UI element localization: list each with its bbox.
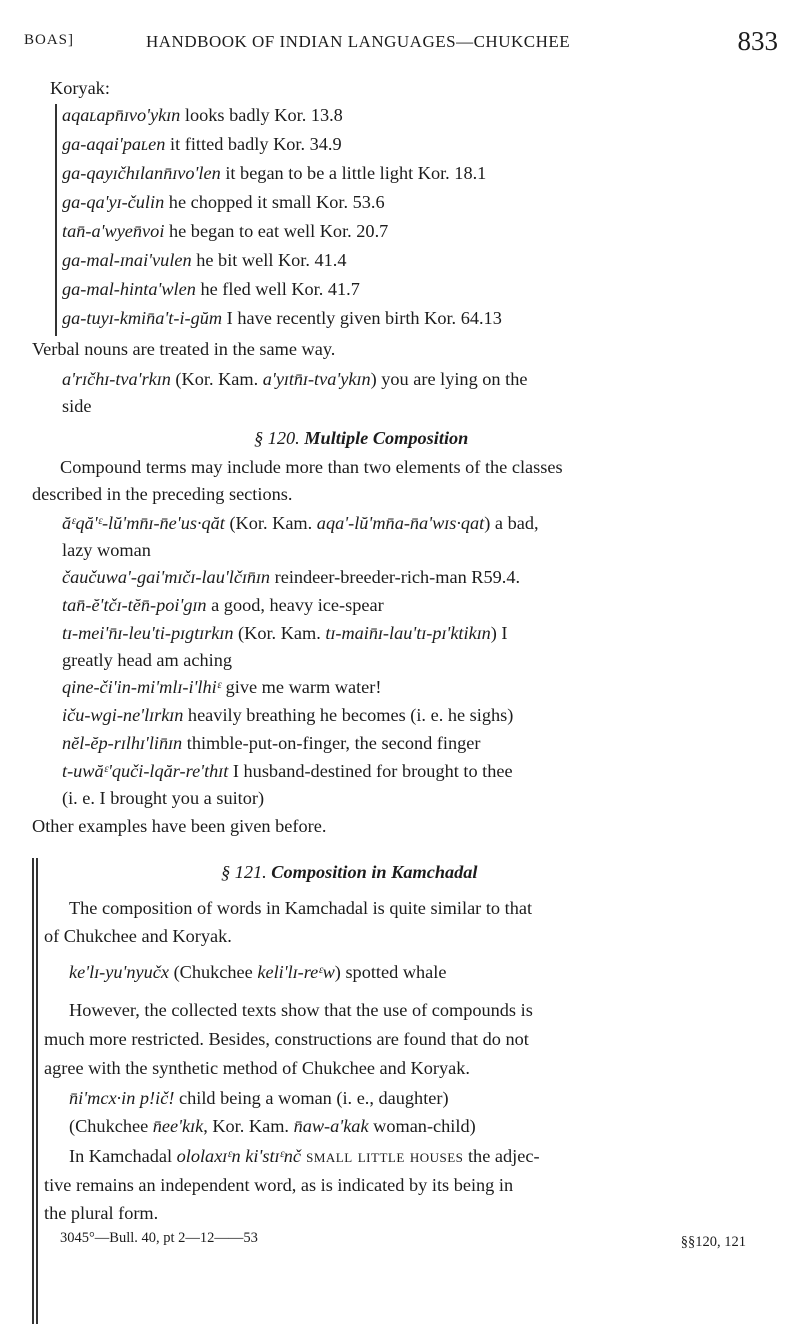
post: the adjec- xyxy=(463,1146,540,1166)
paren-open: (Chukchee xyxy=(69,1116,153,1136)
page-number: 833 xyxy=(737,26,778,56)
term: qine-či'in-mi'mlɪ-i'lhiᵋ xyxy=(62,677,222,697)
compound-example-7 xyxy=(62,733,480,754)
gloss-smallcaps: small little houses xyxy=(301,1146,464,1166)
term: iču-wgi-ne'lɪrkɪn xyxy=(62,705,184,725)
term: ke'lɪ-yu'nyučx xyxy=(69,962,170,982)
term: n̄i'mcx·in p!ič! xyxy=(69,1088,175,1108)
section-121-p3-1 xyxy=(69,1146,540,1167)
compound-example-4 xyxy=(62,623,508,644)
gloss: I have recently given birth Kor. 64.13 xyxy=(222,308,502,328)
gloss: he bit well Kor. 41.4 xyxy=(191,250,347,270)
term: ga-tuyɪ-kmin̄a't-i-gŭm xyxy=(62,308,223,328)
term: aqaʟapn̄ɪvo'ykɪn xyxy=(62,105,181,125)
paren-open: (Chukchee xyxy=(169,962,258,982)
term: ăᵋqă'ᵋ-lŭ'mn̄ɪ-n̄e'us·qăt xyxy=(62,513,225,533)
section-121-p2-1: However, the collected texts show that the use of compounds is xyxy=(69,1000,533,1020)
gloss: thimble-put-on-finger, the second finger xyxy=(182,733,481,753)
koryak-example-2 xyxy=(62,134,342,155)
term: t-uwăᵋ'quči-lqăr-re'thɪt xyxy=(62,761,229,781)
section-title: Multiple Composition xyxy=(304,428,469,448)
term: ga-aqai'paʟen xyxy=(62,134,166,154)
term: ga-qayɪčhɪlann̄ɪvo'len xyxy=(62,163,221,183)
compound-example-8 xyxy=(62,761,513,782)
paren-open: (Kor. Kam. xyxy=(233,623,326,643)
footer-printer-note: 3045°—Bull. 40, pt 2—12——53 xyxy=(60,1230,258,1246)
term: tɪ-mei'n̄ɪ-leu'ti-pɪgtɪrkɪn xyxy=(62,623,234,643)
term: ga-mal-ɪnai'vulen xyxy=(62,250,192,270)
page-header xyxy=(24,26,778,56)
section-120-intro-2: described in the preceding sections. xyxy=(32,484,293,504)
term: a'rɪčhɪ-tva'rkɪn xyxy=(62,369,171,389)
gloss: ) you are lying on the xyxy=(370,369,528,389)
compound-example-5 xyxy=(62,677,381,698)
gloss: he fled well Kor. 41.7 xyxy=(195,279,360,299)
mid: , Kor. Kam. xyxy=(203,1116,294,1136)
term: ga-qa'yɪ-čulin xyxy=(62,192,165,212)
gloss: give me warm water! xyxy=(221,677,382,697)
koryak-example-8 xyxy=(62,308,502,329)
section-120-heading xyxy=(254,428,468,449)
gloss: a good, heavy ice-spear xyxy=(206,595,384,615)
section-121-heading xyxy=(221,862,478,883)
paren-term: keli'lɪ-reᵋw xyxy=(257,962,335,982)
section-120-closing: Other examples have been given before. xyxy=(32,816,327,836)
section-121-p1-2: of Chukchee and Koryak. xyxy=(44,926,232,946)
pre: In Kamchadal xyxy=(69,1146,177,1166)
gloss: he began to eat well Kor. 20.7 xyxy=(164,221,389,241)
paren-term: a'yɪtn̄ɪ-tva'ykɪn xyxy=(262,369,371,389)
term: ololaxɪᵋn ki'stɪᵋnč xyxy=(176,1146,302,1166)
gloss: woman-child) xyxy=(368,1116,476,1136)
gloss: child being a woman (i. e., daughter) xyxy=(174,1088,449,1108)
compound-example-3 xyxy=(62,595,384,616)
gloss: I husband-destined for brought to thee xyxy=(228,761,513,781)
section-121-p1-1: The composition of words in Kamchadal is quite similar to that xyxy=(69,898,533,918)
section-120-intro-1: Compound terms may include more than two elements of the classes xyxy=(60,457,563,477)
section-121-margin-bar-inner xyxy=(36,858,38,1324)
term: nĕl-ĕp-rɪlhɪ'lin̄ɪn xyxy=(62,733,183,753)
paren-term: tɪ-main̄ɪ-lau'tɪ-pɪ'ktikɪn xyxy=(325,623,491,643)
verbal-nouns-sentence: Verbal nouns are treated in the same way. xyxy=(32,339,336,359)
chukchee-term: n̄ee'kɪk xyxy=(152,1116,204,1136)
term: tan̄-ĕ'tčɪ-tĕn̄-poi'gɪn xyxy=(62,595,207,615)
header-title: HANDBOOK OF INDIAN LANGUAGES—CHUKCHEE xyxy=(146,32,571,51)
verbal-nouns-example-cont: side xyxy=(62,396,92,416)
section-number: § 121. xyxy=(221,862,267,882)
compound-example-4-cont: greatly head am aching xyxy=(62,650,233,670)
footer-section-ref: §§120, 121 xyxy=(680,1234,746,1250)
section-number: § 120. xyxy=(254,428,300,448)
koryak-example-7 xyxy=(62,279,360,300)
gloss: it began to be a little light Kor. 18.1 xyxy=(220,163,487,183)
gloss: ) spotted whale xyxy=(334,962,447,982)
kamchadal-example-2-cont xyxy=(69,1116,476,1137)
gloss: it fitted badly Kor. 34.9 xyxy=(165,134,342,154)
gloss: looks badly Kor. 13.8 xyxy=(180,105,343,125)
kamchadal-example-2 xyxy=(69,1088,449,1109)
gloss: reindeer-breeder-rich-man R59.4. xyxy=(270,567,521,587)
koryak-margin-bar xyxy=(55,104,57,336)
section-121-p3-2: tive remains an independent word, as is indicated by its being in xyxy=(44,1175,514,1195)
koryak-example-4 xyxy=(62,192,385,213)
section-121-p2-2: much more restricted. Besides, constructions are found that do not xyxy=(44,1029,529,1049)
paren-term: aqa'-lŭ'mn̄a-n̄a'wɪs·qat xyxy=(316,513,485,533)
section-121-p3-3: the plural form. xyxy=(44,1203,159,1223)
paren-open: (Kor. Kam. xyxy=(170,369,263,389)
section-121-margin-bar xyxy=(32,858,34,1324)
kamchadal-example-1 xyxy=(69,962,446,983)
verbal-nouns-example xyxy=(62,369,527,390)
section-title: Composition in Kamchadal xyxy=(271,862,478,882)
koryak-example-5 xyxy=(62,221,388,242)
term: tan̄-a'wyen̄voi xyxy=(62,221,165,241)
compound-example-6 xyxy=(62,705,513,726)
gloss: he chopped it small Kor. 53.6 xyxy=(164,192,385,212)
compound-example-2 xyxy=(62,567,520,588)
koryak-label: Koryak: xyxy=(50,78,110,98)
term: čaučuwa'-gai'mɪčɪ-lau'lčɪn̄ɪn xyxy=(62,567,271,587)
term: ga-mal-hinta'wlen xyxy=(62,279,196,299)
compound-example-1-cont: lazy woman xyxy=(62,540,151,560)
koryak-example-1 xyxy=(62,105,343,126)
koryak-example-3 xyxy=(62,163,486,184)
gloss: ) a bad, xyxy=(484,513,539,533)
section-121-p2-3: agree with the synthetic method of Chukchee and Koryak. xyxy=(44,1058,470,1078)
compound-example-1 xyxy=(62,513,539,534)
compound-example-8-cont: (i. e. I brought you a suitor) xyxy=(62,788,265,808)
paren-open: (Kor. Kam. xyxy=(224,513,317,533)
gloss: ) I xyxy=(490,623,508,643)
koryak-term: n̄aw-a'kak xyxy=(293,1116,369,1136)
header-author: BOAS] xyxy=(24,32,75,48)
gloss: heavily breathing he becomes (i. e. he sighs) xyxy=(183,705,514,725)
koryak-example-6 xyxy=(62,250,347,271)
